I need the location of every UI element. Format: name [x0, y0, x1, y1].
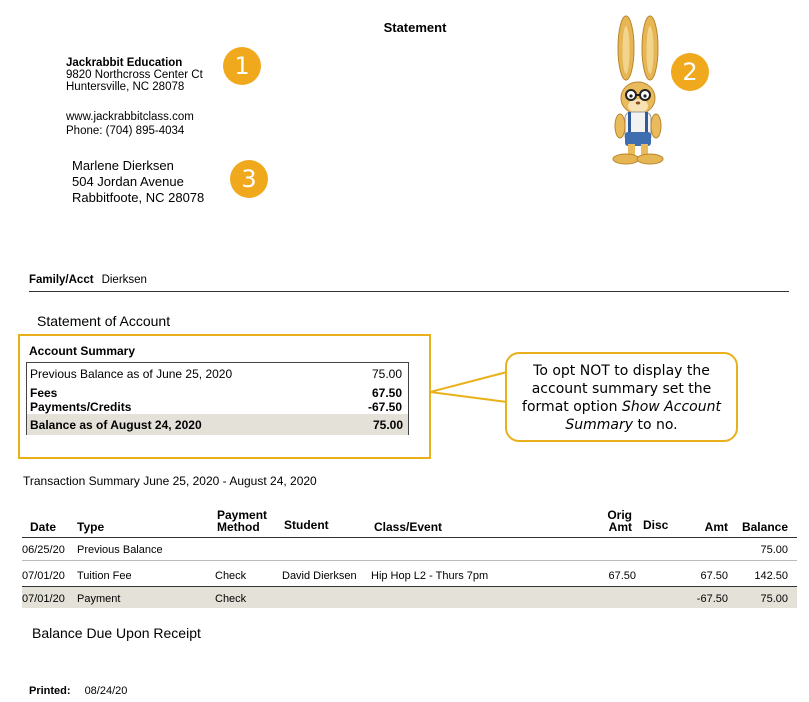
- th-orig-amt-line2: Amt: [608, 520, 632, 534]
- callout-line1: To opt NOT to display the: [533, 363, 710, 379]
- summary-row-payments: [30, 400, 405, 414]
- statement-of-account-heading: Statement of Account: [37, 313, 171, 329]
- th-date: Date: [30, 520, 57, 534]
- row-method: Check: [215, 570, 247, 582]
- page-title: Statement: [383, 20, 447, 35]
- summary-fees-value: 67.50: [371, 386, 402, 400]
- printed-label: Printed:: [29, 685, 71, 697]
- summary-balance-value: 75.00: [372, 418, 403, 432]
- row-type: Previous Balance: [77, 544, 163, 556]
- customer-address-block: [72, 158, 204, 206]
- table-row: [22, 587, 797, 608]
- printed-value: 08/24/20: [84, 685, 128, 697]
- balance-due-note: Balance Due Upon Receipt: [32, 625, 201, 641]
- summary-row-previous: [30, 367, 405, 381]
- family-label: Family/Acct: [29, 274, 94, 286]
- badge-one: 1: [223, 47, 261, 85]
- badge-three: 3: [230, 160, 268, 198]
- th-class-event: Class/Event: [374, 520, 443, 534]
- th-student: Student: [284, 518, 329, 532]
- summary-previous-label: Previous Balance as of June 25, 2020: [30, 367, 233, 381]
- family-account: [29, 274, 147, 286]
- row-orig-amt: 67.50: [608, 570, 636, 582]
- th-type: Type: [77, 520, 105, 534]
- row-amt: 67.50: [700, 570, 728, 582]
- row-balance: 75.00: [760, 593, 788, 605]
- row-class-event: Hip Hop L2 - Thurs 7pm: [371, 570, 489, 582]
- row-balance: 75.00: [760, 544, 788, 556]
- row-amt: -67.50: [696, 593, 728, 605]
- company-address-line2: Huntersville, NC 28078: [66, 81, 185, 93]
- header-divider: [29, 291, 789, 292]
- table-header-rule: [22, 537, 797, 538]
- th-orig-amt-line1: Orig: [607, 508, 632, 522]
- jackrabbit-mascot-icon: [600, 14, 676, 166]
- summary-fees-label: Fees: [30, 386, 58, 400]
- summary-payments-value: -67.50: [367, 400, 402, 414]
- company-address-line1: 9820 Northcross Center Ct: [66, 69, 203, 81]
- transaction-summary-title: Transaction Summary June 25, 2020 - August 24, 2020: [23, 474, 317, 488]
- summary-payments-label: Payments/Credits: [30, 400, 132, 414]
- callout-pointer: [430, 370, 510, 410]
- company-website: www.jackrabbitclass.com: [66, 111, 194, 123]
- row-method: Check: [215, 593, 247, 605]
- callout-line3-italic: Show Account: [621, 399, 721, 415]
- row-balance: 142.50: [754, 570, 788, 582]
- customer-name: Marlene Dierksen: [72, 158, 174, 173]
- callout-line3-prefix: format option: [522, 399, 622, 415]
- row-divider: [22, 560, 797, 561]
- row-type: Payment: [77, 593, 121, 605]
- row-type: Tuition Fee: [77, 570, 132, 582]
- summary-row-balance: [27, 414, 408, 435]
- company-contact: [66, 110, 194, 138]
- company-name: Jackrabbit Education: [66, 57, 183, 69]
- th-payment-method-line2: Method: [217, 520, 260, 534]
- callout-line4: [507, 416, 736, 434]
- callout-line4-suffix: to no.: [633, 417, 678, 433]
- account-summary-heading: Account Summary: [29, 344, 136, 358]
- callout-note: [505, 352, 738, 442]
- row-date: 07/01/20: [22, 570, 65, 582]
- company-phone: Phone: (704) 895-4034: [66, 125, 185, 137]
- row-student: David Dierksen: [282, 570, 357, 582]
- badge-two: 2: [671, 53, 709, 91]
- row-date: 07/01/20: [22, 593, 65, 605]
- callout-line3: [507, 398, 736, 416]
- callout-line4-italic: Summary: [565, 417, 634, 433]
- account-summary-box: [26, 362, 409, 435]
- th-amt: Amt: [704, 520, 728, 534]
- th-payment-method-line1: Payment: [217, 508, 268, 522]
- row-date: 06/25/20: [22, 544, 65, 556]
- customer-address-line1: 504 Jordan Avenue: [72, 174, 184, 189]
- callout-line2: account summary set the: [531, 381, 712, 397]
- table-row: [22, 540, 797, 558]
- summary-balance-label: Balance as of August 24, 2020: [30, 418, 202, 432]
- th-balance: Balance: [741, 520, 788, 534]
- family-value: Dierksen: [101, 274, 147, 286]
- customer-address-line2: Rabbitfoote, NC 28078: [72, 190, 205, 205]
- summary-row-fees: [30, 386, 405, 400]
- printed-date: [29, 685, 127, 697]
- summary-previous-value: 75.00: [371, 367, 402, 381]
- th-disc: Disc: [643, 518, 669, 532]
- table-row: [22, 566, 797, 584]
- company-block: [66, 57, 203, 93]
